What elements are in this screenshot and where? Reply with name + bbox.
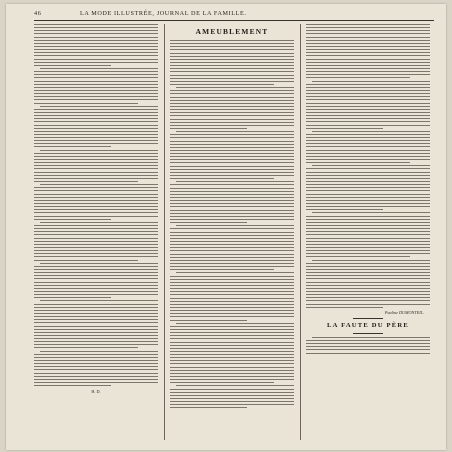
section-divider [353, 318, 383, 319]
ameublement-title: AMEUBLEMENT [195, 27, 269, 36]
newspaper-page [6, 4, 446, 450]
column-separator [164, 24, 165, 440]
column-separator [300, 24, 301, 440]
header-rule [34, 20, 434, 21]
text-column-1 [34, 24, 158, 442]
section-divider [353, 333, 383, 334]
page-header [34, 10, 434, 18]
page-number: 46 [34, 10, 42, 17]
text-column-2 [170, 24, 294, 442]
text-column-3 [306, 24, 430, 442]
faute-du-pere-title: LA FAUTE DU PÈRE [327, 321, 409, 329]
journal-title: LA MODE ILLUSTRÉE, JOURNAL DE LA FAMILLE. [80, 10, 247, 17]
article-signature: Pauline DUMONTEIL. [384, 309, 424, 315]
column-end-mark: H. D. [91, 389, 101, 395]
